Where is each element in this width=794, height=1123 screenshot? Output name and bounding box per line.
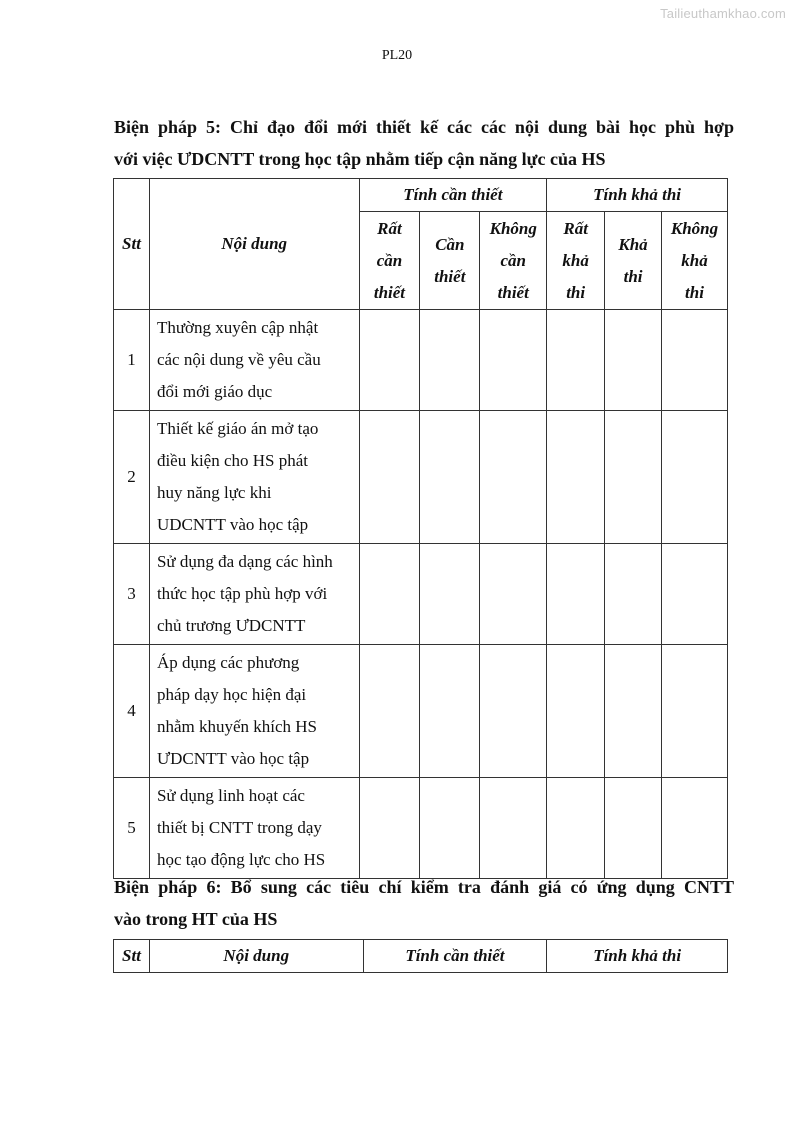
rating-cell (420, 310, 480, 411)
row-content (149, 310, 359, 411)
label-line: Không (489, 218, 537, 238)
watermark: Tailieuthamkhao.com (660, 6, 786, 21)
rating-cell (480, 544, 547, 645)
rating-cell (359, 645, 420, 778)
row-content-line: Thường xuyên cập nhật (156, 318, 319, 337)
section6-table (113, 939, 728, 973)
row-stt: 3 (114, 544, 150, 645)
rating-cell (662, 310, 728, 411)
label-line: khả (681, 250, 708, 270)
rating-cell (605, 778, 662, 879)
row-stt: 1 (114, 310, 150, 411)
row-content-line: điều kiện cho HS phát (156, 451, 309, 470)
section5-heading-line2: với việc ƯDCNTT trong học tập nhằm tiếp cận năng lực của HS (114, 149, 606, 169)
row-content (149, 411, 359, 544)
label-line: cần (500, 250, 526, 270)
rating-cell (547, 411, 605, 544)
rating-cell (420, 778, 480, 879)
col-header-feasible (605, 212, 662, 310)
row-content-line: học tạo động lực cho HS (156, 850, 326, 869)
table-row (114, 310, 728, 411)
col-header-very-necessary (359, 212, 420, 310)
row-content-line: UDCNTT vào học tập (156, 515, 309, 534)
section6-heading-line1: Biện pháp 6: Bổ sung các tiêu chí kiểm tra đánh giá có ứng dụng CNTT (114, 877, 734, 897)
label-line: Rất (377, 218, 402, 238)
table-row (114, 778, 728, 879)
rating-cell (662, 645, 728, 778)
label-line: Khả (618, 234, 648, 254)
row-content-line: chủ trương ƯDCNTT (156, 616, 306, 635)
label-line: thiết (373, 282, 406, 302)
section5-table (113, 178, 728, 879)
col-header-very-feasible (547, 212, 605, 310)
rating-cell (480, 645, 547, 778)
rating-cell (359, 544, 420, 645)
row-content-line: Thiết kế giáo án mở tạo (156, 419, 319, 438)
row-content-line: Sử dụng đa dạng các hình (156, 552, 333, 571)
rating-cell (605, 645, 662, 778)
row-content (149, 544, 359, 645)
table-row (114, 411, 728, 544)
section6-heading (114, 871, 734, 935)
table-row (114, 544, 728, 645)
label-line: khả (562, 250, 589, 270)
row-content-line: huy năng lực khi (156, 483, 272, 502)
row-content-line: các nội dung về yêu cầu (156, 350, 321, 369)
rating-cell (547, 645, 605, 778)
group-header-necessity: Tính cần thiết (359, 179, 547, 212)
row-content-line: ƯDCNTT vào học tập (156, 749, 310, 768)
label-line: thiết (497, 282, 529, 302)
rating-cell (480, 411, 547, 544)
rating-cell (605, 544, 662, 645)
col-header-content: Nội dung (149, 940, 363, 973)
row-content-line: Sử dụng linh hoạt các (156, 786, 305, 805)
rating-cell (359, 310, 420, 411)
row-content (149, 645, 359, 778)
rating-cell (480, 778, 547, 879)
label-line: Không (670, 218, 719, 238)
rating-cell (359, 778, 420, 879)
rating-cell (662, 778, 728, 879)
rating-cell (547, 778, 605, 879)
row-stt: 5 (114, 778, 150, 879)
section5-heading-line1: Biện pháp 5: Chỉ đạo đổi mới thiết kế các các nội dung bài học phù hợp (114, 117, 734, 137)
row-content-line: pháp dạy học hiện đại (156, 685, 307, 704)
rating-cell (480, 310, 547, 411)
label-line: thi (566, 282, 586, 302)
label-line: Cần (435, 234, 465, 254)
row-content-line: thiết bị CNTT trong dạy (156, 818, 322, 837)
col-header-stt: Stt (114, 179, 150, 310)
table-row (114, 645, 728, 778)
row-stt: 4 (114, 645, 150, 778)
row-content-line: nhằm khuyến khích HS (156, 717, 318, 736)
section6-heading-line2: vào trong HT của HS (114, 909, 278, 929)
rating-cell (420, 645, 480, 778)
col-header-content: Nội dung (149, 179, 359, 310)
label-line: thiết (434, 266, 466, 286)
rating-cell (547, 310, 605, 411)
rating-cell (420, 411, 480, 544)
page-number: PL20 (381, 48, 413, 63)
group-header-feasibility: Tính khả thi (547, 940, 728, 973)
row-content-line: đổi mới giáo dục (156, 382, 273, 401)
rating-cell (605, 310, 662, 411)
rating-cell (547, 544, 605, 645)
col-header-not-feasible (662, 212, 728, 310)
label-line: Rất (563, 218, 588, 238)
section5-heading (114, 111, 734, 175)
row-stt: 2 (114, 411, 150, 544)
rating-cell (359, 411, 420, 544)
label-line: cần (376, 250, 403, 270)
col-header-stt: Stt (114, 940, 150, 973)
rating-cell (662, 544, 728, 645)
rating-cell (420, 544, 480, 645)
rating-cell (662, 411, 728, 544)
label-line: thi (623, 266, 643, 286)
label-line: thi (685, 282, 704, 302)
group-header-necessity: Tính cần thiết (363, 940, 547, 973)
row-content-line: thức học tập phù hợp với (156, 584, 328, 603)
col-header-necessary (420, 212, 480, 310)
row-content-line: Áp dụng các phương (156, 653, 300, 672)
group-header-feasibility: Tính khả thi (547, 179, 728, 212)
col-header-not-necessary (480, 212, 547, 310)
row-content (149, 778, 359, 879)
rating-cell (605, 411, 662, 544)
